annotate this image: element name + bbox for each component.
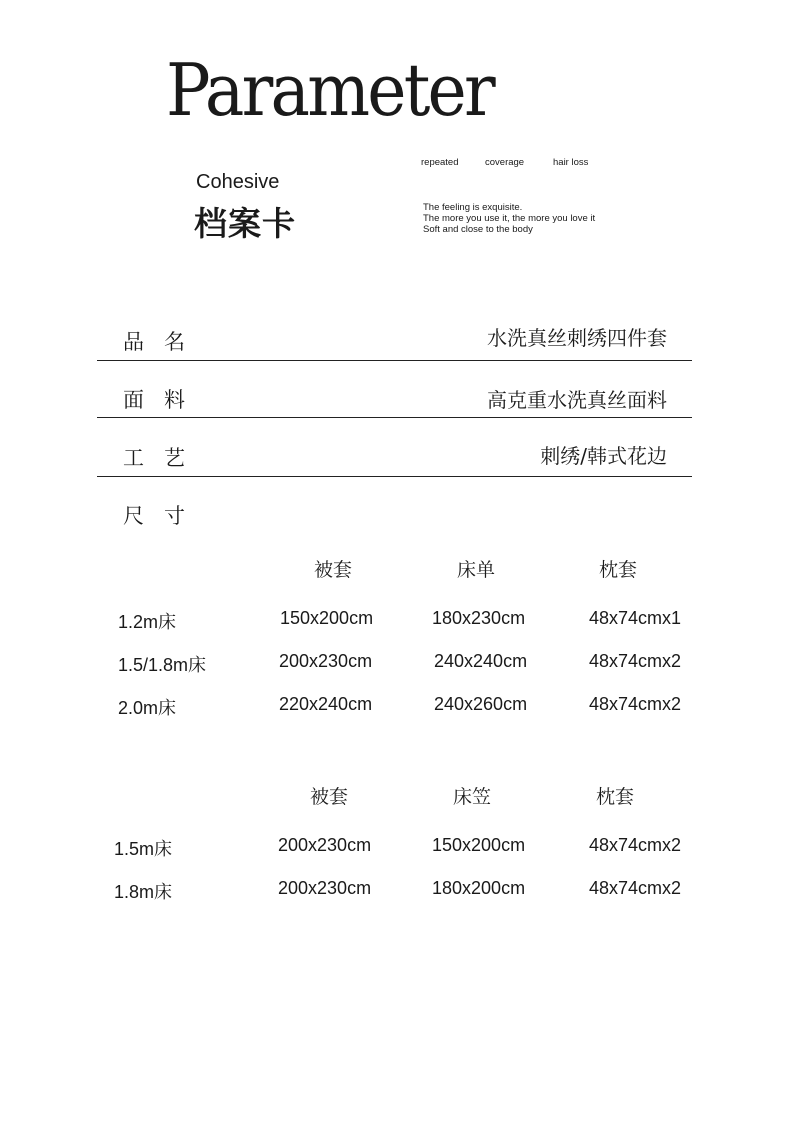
tag-repeated: repeated: [421, 157, 459, 168]
spec-label-size: 尺寸: [123, 504, 205, 528]
table1-row-duvet: 220x240cm: [279, 694, 373, 714]
tagline-line-1: The feeling is exquisite.: [423, 202, 523, 213]
table2-header-duvet: 被套: [310, 786, 349, 808]
table1-row-duvet: 150x200cm: [280, 608, 374, 628]
table2-header-pillowcase: 枕套: [596, 786, 635, 808]
table1-row-duvet: 200x230cm: [279, 651, 373, 671]
table1-header-pillowcase: 枕套: [599, 559, 638, 581]
spec-value-fabric: 高克重水洗真丝面料: [487, 388, 667, 412]
page-title: Parameter: [166, 48, 493, 132]
tag-hair-loss: hair loss: [553, 157, 589, 168]
spec-value-craft: 刺绣/韩式花边: [540, 444, 667, 468]
spec-label-craft: 工艺: [123, 446, 205, 470]
table1-row-pillowcase: 48x74cmx2: [589, 694, 682, 714]
table2-row-size: 1.5m床: [114, 839, 173, 859]
table2-row-duvet: 200x230cm: [278, 835, 372, 855]
subtitle-en: Cohesive: [196, 171, 280, 193]
table1-row-sheet: 180x230cm: [432, 608, 526, 628]
table1-row-sheet: 240x240cm: [434, 651, 528, 671]
tag-coverage: coverage: [485, 157, 525, 168]
table1-row-pillowcase: 48x74cmx2: [589, 651, 682, 671]
table2-row-pillowcase: 48x74cmx2: [589, 835, 682, 855]
table1-row-pillowcase: 48x74cmx1: [589, 608, 682, 628]
table2-row-fitted-sheet: 150x200cm: [432, 835, 526, 855]
divider: [97, 360, 692, 361]
table1-row-size: 1.2m床: [118, 612, 177, 632]
divider: [97, 476, 692, 477]
table1-header-sheet: 床单: [457, 559, 496, 581]
table2-row-fitted-sheet: 180x200cm: [432, 878, 526, 898]
table1-row-size: 1.5/1.8m床: [118, 655, 207, 675]
table2-row-size: 1.8m床: [114, 882, 173, 902]
subtitle-cn: 档案卡: [194, 204, 296, 243]
spec-value-name: 水洗真丝刺绣四件套: [487, 326, 667, 350]
spec-label-fabric: 面料: [123, 388, 205, 412]
table2-header-fitted-sheet: 床笠: [453, 786, 492, 808]
table1-row-sheet: 240x260cm: [434, 694, 528, 714]
spec-label-name: 品名: [123, 330, 205, 354]
tagline-line-3: Soft and close to the body: [423, 224, 533, 235]
table1-header-duvet: 被套: [314, 559, 353, 581]
table1-row-size: 2.0m床: [118, 698, 177, 718]
tagline-line-2: The more you use it, the more you love it: [423, 213, 596, 224]
table2-row-duvet: 200x230cm: [278, 878, 372, 898]
divider: [97, 417, 692, 418]
table2-row-pillowcase: 48x74cmx2: [589, 878, 682, 898]
